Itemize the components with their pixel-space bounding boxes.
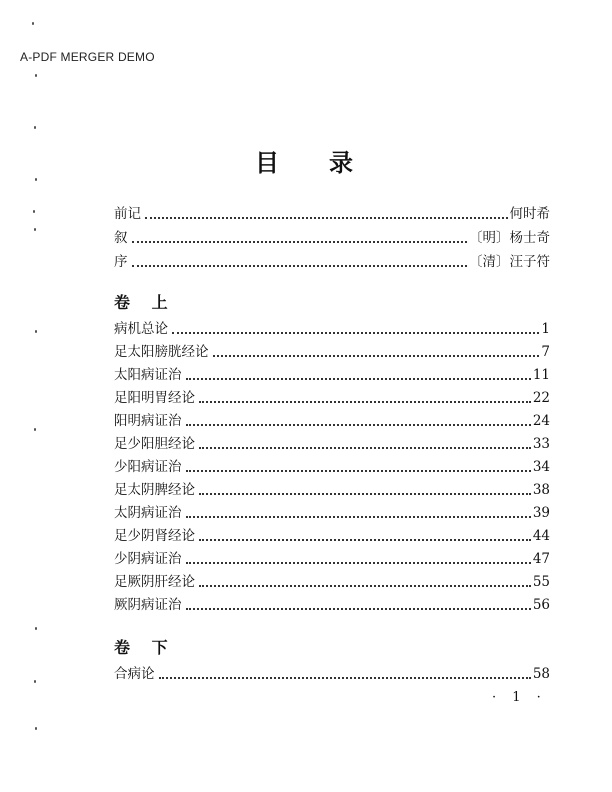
toc-row[interactable] — [114, 388, 550, 408]
toc-entry-page: 22 — [532, 390, 550, 406]
scan-speck — [35, 74, 37, 77]
leader-dots — [199, 493, 531, 495]
toc-row[interactable] — [114, 457, 550, 477]
toc-entry-author: 〔明〕杨士奇 — [469, 230, 550, 246]
toc-entry-page: 58 — [532, 666, 550, 682]
watermark: A-PDF MERGER DEMO — [20, 50, 155, 64]
scan-speck — [35, 330, 37, 333]
toc-entry-label: 足阳明胃经论 — [114, 390, 195, 406]
toc-entry-label: 合病论 — [114, 666, 155, 682]
toc-entry-author: 何时希 — [509, 206, 550, 222]
toc-entry-label: 足少阴肾经论 — [114, 528, 195, 544]
scan-speck — [33, 210, 35, 213]
leader-dots — [132, 241, 468, 243]
page-number: · 1 · — [492, 690, 547, 705]
toc-entry-label: 厥阴病证治 — [114, 597, 182, 613]
scan-speck — [32, 22, 34, 25]
toc-row[interactable] — [114, 664, 550, 684]
toc-entry-page: 56 — [532, 597, 550, 613]
leader-dots — [199, 585, 531, 587]
leader-dots — [199, 401, 531, 403]
toc-entry-label: 少阳病证治 — [114, 459, 182, 475]
page-title — [0, 143, 612, 178]
toc-entry-label: 阳明病证治 — [114, 413, 182, 429]
toc-entry-label: 前记 — [114, 206, 141, 222]
toc-row[interactable] — [114, 365, 550, 385]
leader-dots — [186, 470, 531, 472]
scan-speck — [34, 680, 36, 683]
leader-dots — [199, 539, 531, 541]
toc-entry-label: 病机总论 — [114, 321, 168, 337]
toc-front-row[interactable] — [114, 228, 550, 248]
scan-speck — [35, 627, 37, 630]
toc-front-row[interactable] — [114, 204, 550, 224]
toc-entry-page: 55 — [532, 574, 550, 590]
toc-row[interactable] — [114, 595, 550, 615]
toc-entry-label: 叙 — [114, 230, 128, 246]
scan-speck — [34, 126, 36, 129]
scan-speck — [35, 178, 37, 181]
toc-row[interactable] — [114, 549, 550, 569]
toc-front-row[interactable] — [114, 252, 550, 272]
toc-entry-page: 38 — [532, 482, 550, 498]
toc-row[interactable] — [114, 503, 550, 523]
toc-entry-page: 47 — [532, 551, 550, 567]
toc-entry-label: 太阴病证治 — [114, 505, 182, 521]
leader-dots — [159, 677, 531, 679]
section-heading: 卷 上 — [114, 293, 176, 312]
toc-row[interactable] — [114, 342, 550, 362]
toc-entry-page: 44 — [532, 528, 550, 544]
leader-dots — [186, 562, 531, 564]
leader-dots — [186, 424, 531, 426]
toc-entry-page: 7 — [541, 344, 550, 360]
toc-row[interactable] — [114, 572, 550, 592]
scan-speck — [34, 228, 36, 231]
toc-row[interactable] — [114, 319, 550, 339]
toc-entry-label: 太阳病证治 — [114, 367, 182, 383]
leader-dots — [186, 378, 531, 380]
leader-dots — [186, 608, 531, 610]
toc-entry-label: 足少阳胆经论 — [114, 436, 195, 452]
toc-entry-page: 1 — [541, 321, 550, 337]
toc-entry-page: 34 — [532, 459, 550, 475]
toc-entry-author: 〔清〕汪子符 — [469, 254, 550, 270]
leader-dots — [186, 516, 531, 518]
toc-row[interactable] — [114, 480, 550, 500]
toc-entry-page: 24 — [532, 413, 550, 429]
toc-entry-label: 足厥阴肝经论 — [114, 574, 195, 590]
leader-dots — [213, 355, 540, 357]
toc-row[interactable] — [114, 526, 550, 546]
toc-row[interactable] — [114, 411, 550, 431]
scan-speck — [35, 727, 37, 730]
section-heading: 卷 下 — [114, 638, 176, 657]
toc-row[interactable] — [114, 434, 550, 454]
scan-speck — [34, 428, 36, 431]
leader-dots — [145, 217, 508, 219]
toc-entry-label: 少阴病证治 — [114, 551, 182, 567]
leader-dots — [199, 447, 531, 449]
title-char-2: 录 — [329, 148, 357, 177]
toc-entry-label: 足太阳膀胱经论 — [114, 344, 209, 360]
toc-entry-page: 33 — [532, 436, 550, 452]
toc-entry-label: 序 — [114, 254, 128, 270]
leader-dots — [132, 265, 468, 267]
leader-dots — [172, 332, 539, 334]
title-char-1: 目 — [255, 148, 283, 177]
toc-entry-label: 足太阴脾经论 — [114, 482, 195, 498]
toc-entry-page: 39 — [532, 505, 550, 521]
toc-entry-page: 11 — [532, 367, 550, 383]
